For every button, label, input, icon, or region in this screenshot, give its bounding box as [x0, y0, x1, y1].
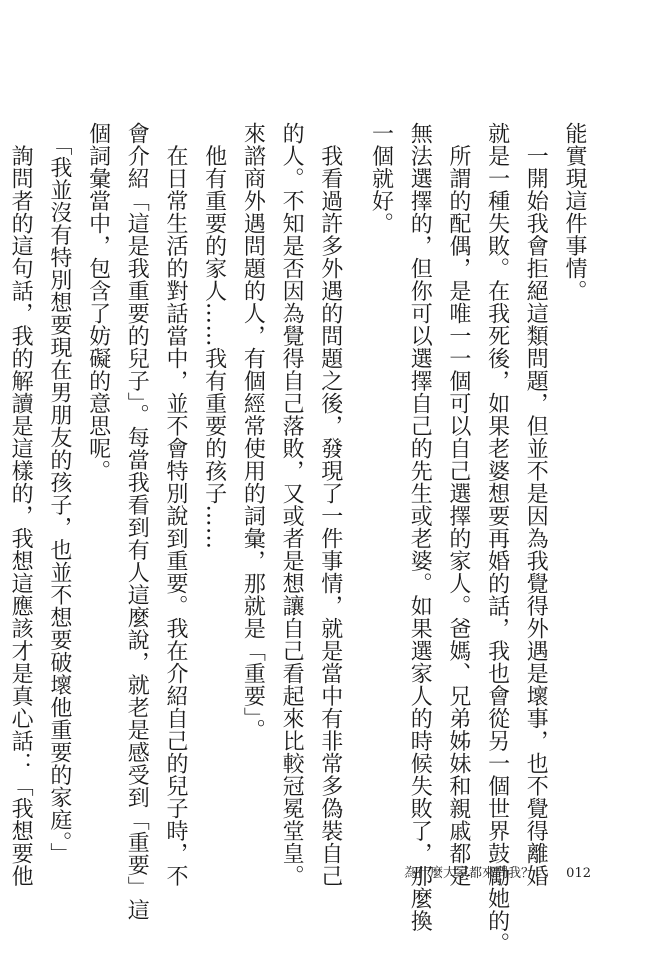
paragraph: 無法選擇的，但你可以選擇自己的先生或老婆。如果選家人的時候失敗了，那麼換 — [399, 122, 438, 837]
paragraph: 的人。不知是否因為覺得自己落敗，又或者是想讓自己看起來比較冠冕堂皇。 — [271, 122, 310, 837]
paragraph: 就是一種失敗。在我死後，如果老婆想要再婚的話，我也會從另一個世界鼓勵她的。 — [477, 122, 516, 837]
section-break — [349, 122, 361, 837]
paragraph: 能實現這件事情。 — [554, 122, 593, 837]
paragraph: 在日常生活的對話當中，並不會特別說到重要。我在介紹自己的兒子時，不 — [155, 122, 194, 837]
paragraph: 個詞彙當中，包含了妨礙的意思呢。 — [78, 122, 117, 837]
paragraph: 我看過許多外遇的問題之後，發現了一件事情，就是當中有非常多偽裝自己 — [310, 122, 349, 837]
paragraph: 所謂的配偶，是唯一一個可以自己選擇的家人。爸媽、兄弟姊妹和親戚都是 — [438, 122, 477, 837]
paragraph: 會介紹「這是我重要的兒子」。每當我看到有人這麼說，就老是感受到「重要」這 — [117, 122, 156, 837]
paragraph: 他有重要的家人……我有重要的孩子…… — [194, 122, 233, 837]
body-text — [0, 122, 593, 837]
paragraph: 來諮商外遇問題的人，有個經常使用的詞彙，那就是「重要」。 — [233, 122, 272, 837]
paragraph: 一個就好。 — [361, 122, 400, 837]
paragraph: 詢問者的這句話，我的解讀是這樣的，我想這應該才是真心話：「我想要他 — [0, 122, 39, 837]
page-footer — [404, 862, 591, 881]
paragraph: 一開始我會拒絕這類問題，但並不是因為我覺得外遇是壞事，也不覺得離婚 — [516, 122, 555, 837]
book-title: 為什麼大家都來問我？ — [404, 866, 534, 881]
page-number: 012 — [566, 866, 591, 881]
paragraph: 「我並沒有特別想要現在男朋友的孩子，也並不想要破壞他重要的家庭。」 — [39, 122, 78, 837]
